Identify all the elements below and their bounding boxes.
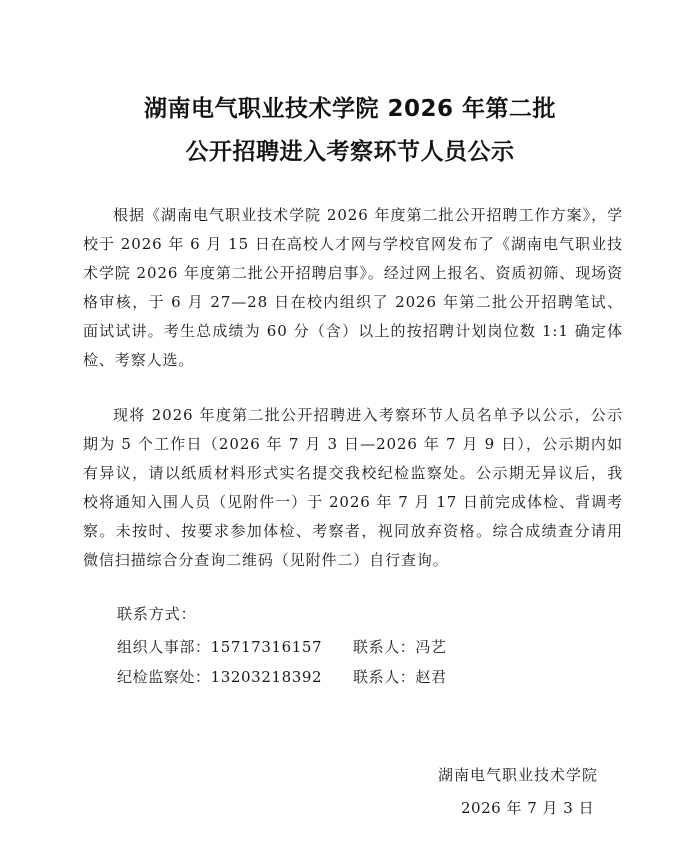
- document-title-line-1: 湖南电气职业技术学院 2026 年第二批: [143, 96, 557, 122]
- paragraph-notice: 现将 2026 年度第二批公开招聘进入考察环节人员名单予以公示，公示期为 5 个工作日（2026 年 7 月 3 日—2026 年 7 月 9 日），公示期内如有异议，请以纸质材料形式实名提交我校纪检监察处。公示期无异议后，我校将通知入围人员（见附件一）于 2026 年 7 月 17 日前完成体检、背调考察。未按时、按要求参加体检、考察者，视同放弃资格。综合成绩查分请用微信扫描综合分查询二维码（见附件二）自行查询。: [83, 406, 623, 569]
- contact-person: 联系人：冯艺: [353, 638, 447, 656]
- document-title-line-2: 公开招聘进入考察环节人员公示: [185, 139, 515, 165]
- signature-date: 2026 年 7 月 3 日: [461, 799, 595, 817]
- contact-department-phone: 组织人事部：15717316157: [117, 638, 323, 656]
- contact-person: 联系人：赵君: [353, 668, 447, 686]
- contact-department-phone: 纪检监察处：13203218392: [117, 668, 323, 686]
- contact-row: [117, 636, 447, 657]
- contact-row: [117, 666, 447, 687]
- signature-organization: 湖南电气职业技术学院: [438, 766, 599, 784]
- paragraph-background: 根据《湖南电气职业技术学院 2026 年度第二批公开招聘工作方案》，学校于 2026 年 6 月 15 日在高校人才网与学校官网发布了《湖南电气职业技术学院 2026 年度第二批公开招聘启事》。经过网上报名、资质初筛、现场资格审核，于 6 月 27—28 日在校内组织了 2026 年第二批公开招聘笔试、面试试讲。考生总成绩为 60 分（含）以上的按招聘计划岗位数 1:1 确定体检、考察人选。: [83, 206, 623, 369]
- contact-heading: 联系方式：: [117, 605, 197, 623]
